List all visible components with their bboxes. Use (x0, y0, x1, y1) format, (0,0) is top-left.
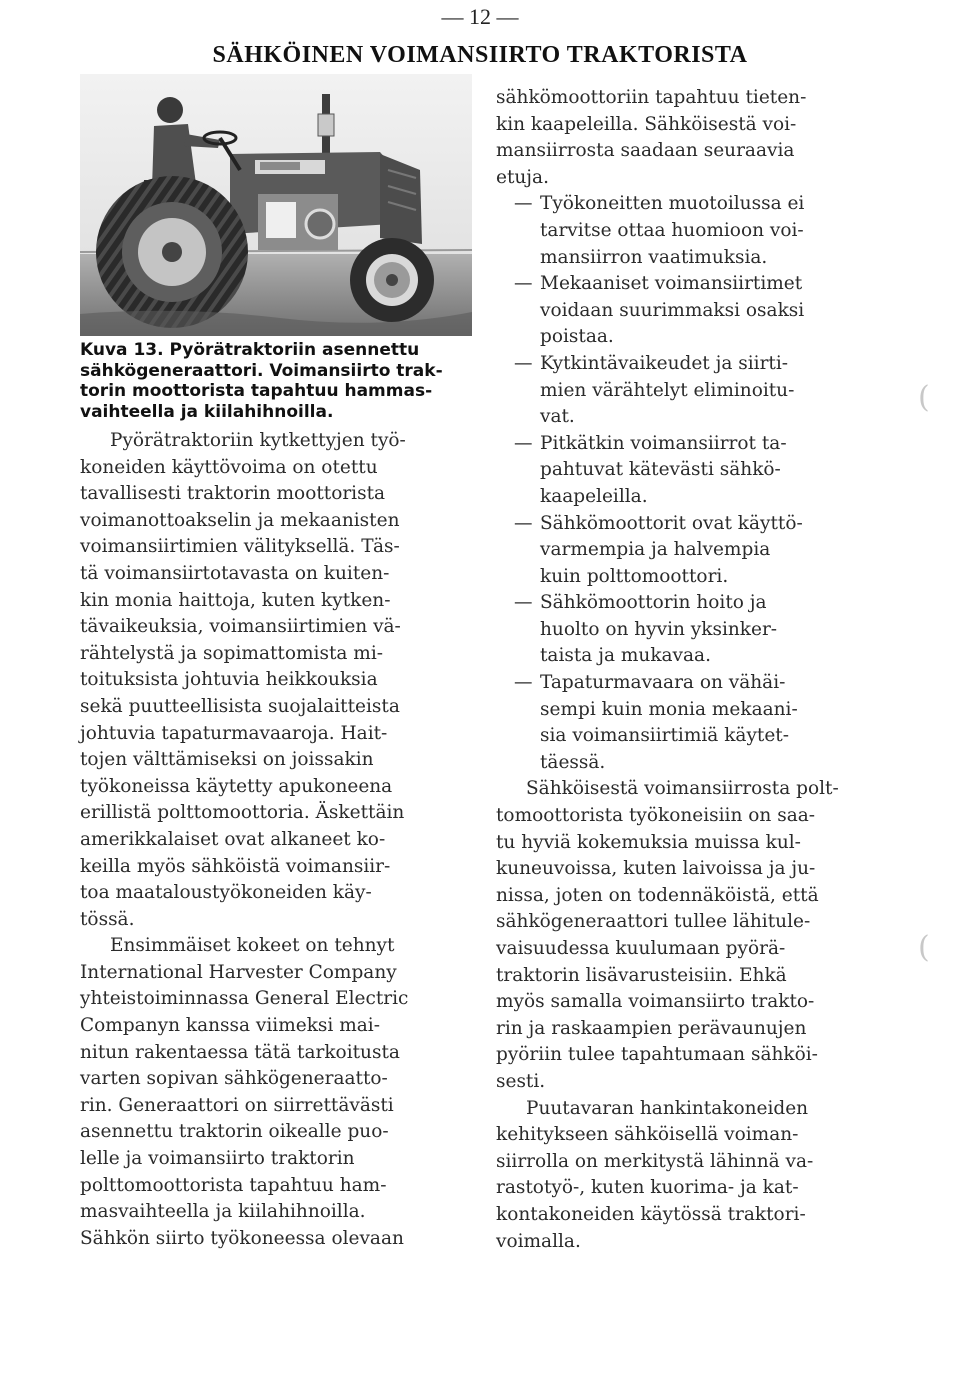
text-line: kontakoneiden käytössä traktori- (496, 1203, 806, 1225)
text-line: kaapeleilla. (540, 485, 648, 507)
text-line: polttomoottorista tapahtuu ham- (80, 1174, 387, 1196)
text-line: Companyn kanssa viimeksi mai- (80, 1015, 380, 1037)
text-line: toituksista johtuvia heikkouksia (80, 669, 378, 691)
text-line: Sähkömoottorin hoito ja (540, 592, 767, 614)
dash-marker: — (514, 352, 533, 374)
text-line: rin. Generaattori on siirrettävästi (80, 1094, 394, 1116)
text-line: kehitykseen sähköisellä voiman- (496, 1124, 799, 1146)
text-line: tojen välttämiseksi on joissakin (80, 749, 374, 771)
page-title: SÄHKÖINEN VOIMANSIIRTO TRAKTORISTA (212, 42, 748, 68)
benefit-item (496, 351, 876, 431)
benefit-item (496, 271, 876, 351)
text-line: tarvitse ottaa huomioon voi- (540, 219, 804, 241)
text-line: toa maataloustyökoneiden käy- (80, 882, 372, 904)
binding-hole-mark: ( (918, 930, 930, 965)
tractor-photo (80, 74, 472, 336)
text-line: kin monia haittoja, kuten kytken- (80, 589, 391, 611)
caption-line: vaihteella ja kiilahihnoilla. (80, 401, 334, 422)
text-line: voidaan suurimmaksi osaksi (540, 299, 805, 321)
text-line: Ensimmäiset kokeet on tehnyt (110, 935, 395, 957)
text-line: poistaa. (540, 326, 614, 348)
text-line: yhteistoiminnassa General Electric (80, 988, 409, 1010)
text-line: sia voimansiirtimiä käytet- (540, 725, 789, 747)
text-line: pyöriin tulee tapahtumaan sähköi- (496, 1044, 818, 1066)
text-line: myös samalla voimansiirto trakto- (496, 991, 815, 1013)
text-line: traktorin lisävarusteisiin. Ehkä (496, 964, 787, 986)
text-line: rastotyö-, kuten kuorima- ja kat- (496, 1177, 799, 1199)
text-line: Sähköisestä voimansiirrosta polt- (526, 778, 839, 800)
dash-marker: — (514, 273, 533, 295)
text-line: Sähkön siirto työkoneessa olevaan (80, 1227, 404, 1249)
text-line: sähkögeneraattori tullee lähitule- (496, 911, 811, 933)
left-column (80, 428, 464, 1252)
text-line: masvaihteella ja kiilahihnoilla. (80, 1201, 366, 1223)
binding-hole-mark: ( (918, 380, 930, 415)
text-line: voimansiirtimien välityksellä. Täs- (80, 536, 400, 558)
benefit-item (496, 511, 876, 591)
text-line: taista ja mukavaa. (540, 645, 711, 667)
text-line: voimanottoakselin ja mekaanisten (80, 509, 400, 531)
text-line: kin kaapeleilla. Sähköisestä voi- (496, 113, 797, 135)
dash-marker: — (514, 592, 533, 614)
text-line: rin ja raskaampien perävaunujen (496, 1017, 807, 1039)
text-line: rähtelystä ja sopimattomista mi- (80, 642, 384, 664)
caption-line: torin moottorista tapahtuu hammas- (80, 381, 433, 401)
text-line: keilla myös sähköistä voimansiir- (80, 855, 391, 877)
text-line: erillistä polttomoottoria. Äskettäin (80, 802, 405, 824)
text-line: huolto on hyvin yksinker- (540, 618, 778, 640)
text-line: mansiirrosta saadaan seuraavia (496, 140, 795, 162)
text-line: etuja. (496, 166, 549, 188)
text-line: sesti. (496, 1070, 546, 1092)
text-line: Pyörätraktoriin kytkettyjen työ- (110, 430, 406, 451)
text-line: International Harvester Company (80, 961, 397, 983)
benefit-item (496, 191, 876, 271)
dash-marker: — (514, 432, 533, 454)
text-line: tavallisesti traktorin moottorista (80, 483, 386, 505)
text-line: Pitkätkin voimansiirrot ta- (540, 432, 787, 454)
text-line: varten sopivan sähkögeneraatto- (80, 1068, 388, 1090)
text-line: vat. (540, 406, 575, 428)
text-line: mansiirron vaatimuksia. (540, 246, 768, 268)
benefit-item (496, 431, 876, 511)
caption-line: sähkögeneraattori. Voimansiirto trak- (80, 360, 443, 381)
text-line: täessä. (540, 751, 606, 773)
text-line: koneiden käyttövoima on otettu (80, 456, 378, 478)
text-line: Sähkömoottorit ovat käyttö- (540, 512, 803, 534)
page-number: — 12 — (441, 4, 519, 29)
dash-marker: — (514, 193, 533, 215)
text-line: Puutavaran hankintakoneiden (526, 1097, 809, 1119)
text-line: sekä puutteellisista suojalaitteista (80, 695, 400, 717)
text-line: sähkömoottoriin tapahtuu tieten- (496, 87, 807, 108)
text-line: työkoneissa käytetty apukoneena (80, 775, 393, 797)
benefit-item (496, 670, 876, 776)
text-line: vaisuudessa kuulumaan pyörä- (496, 938, 786, 959)
text-line: tössä. (80, 908, 135, 930)
text-line: sempi kuin monia mekaani- (540, 698, 798, 720)
text-line: mien värähtelyt eliminoitu- (540, 379, 795, 401)
text-line: Mekaaniset voimansiirtimet (540, 273, 803, 295)
text-line: lelle ja voimansiirto traktorin (80, 1148, 355, 1170)
text-line: tomoottorista työkoneisiin on saa- (496, 805, 816, 827)
text-line: siirrolla on merkitystä lähinnä va- (496, 1150, 814, 1172)
text-line: amerikkalaiset ovat alkaneet ko- (80, 828, 386, 850)
text-line: tä voimansiirtotavasta on kuiten- (80, 562, 390, 584)
text-line: nissa, joten on todennäköistä, että (496, 884, 819, 906)
text-line: Työkoneitten muotoilussa ei (540, 193, 805, 215)
text-line: kuneuvoissa, kuten laivoissa ja ju- (496, 858, 816, 880)
text-line: Tapaturmavaara on vähäi- (540, 672, 786, 694)
dash-marker: — (514, 512, 533, 534)
text-line: nitun rakentaessa tätä tarkoitusta (80, 1041, 400, 1063)
right-column (496, 85, 876, 1255)
text-line: asennettu traktorin oikealle puo- (80, 1121, 389, 1143)
text-line: tu hyviä kokemuksia muissa kul- (496, 831, 801, 853)
caption-line: Kuva 13. Pyörätraktoriin asennettu (80, 340, 420, 360)
text-line: varmempia ja halvempia (540, 539, 771, 561)
benefit-item (496, 590, 876, 670)
text-line: voimalla. (496, 1230, 581, 1252)
dash-marker: — (514, 672, 533, 694)
text-line: kuin polttomoottori. (540, 565, 729, 587)
text-line: tävaikeuksia, voimansiirtimien vä- (80, 616, 401, 638)
text-line: johtuvia tapaturmavaaroja. Hait- (80, 722, 388, 744)
figure-caption (80, 340, 476, 422)
text-line: pahtuvat kätevästi sähkö- (540, 459, 781, 481)
text-line: Kytkintävaikeudet ja siirti- (540, 352, 789, 374)
